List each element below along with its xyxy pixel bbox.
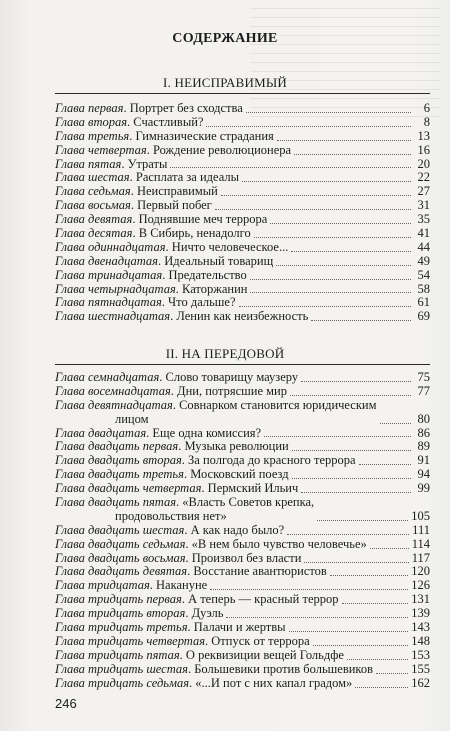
toc-entry [55, 371, 430, 385]
toc-entry [55, 158, 430, 172]
toc-entry [55, 663, 430, 677]
label-separator: . [129, 129, 136, 143]
label-separator: . [127, 115, 134, 129]
page-number: 246 [55, 696, 77, 711]
dot-leader [291, 250, 411, 252]
chapter-label: Глава двадцать пятая [55, 496, 177, 510]
toc-entry [55, 482, 430, 496]
toc-entry-text [55, 116, 203, 130]
section-divider-2 [55, 364, 430, 365]
chapter-label: Глава шестая [55, 171, 130, 185]
toc-entry [55, 440, 430, 454]
chapter-title: Рождение революционера [152, 143, 292, 157]
chapter-label: Глава семнадцатая [55, 371, 160, 384]
dot-leader [250, 278, 411, 280]
chapter-title: Дуэль [191, 607, 224, 621]
toc-entry [55, 566, 430, 580]
page-ref: 114 [411, 537, 430, 551]
label-separator: . [189, 676, 196, 690]
label-separator: . [185, 607, 192, 621]
toc-entry [55, 144, 430, 158]
chapter-label: Глава тридцать шестая [55, 662, 188, 676]
page-ref: 91 [417, 454, 430, 468]
page-ref: 77 [417, 384, 430, 398]
chapter-label: Глава двадцать третья [55, 468, 184, 482]
page-ref: 8 [423, 115, 430, 129]
page-ref: 61 [417, 296, 430, 310]
label-separator: . [179, 648, 186, 662]
toc-entry-text [55, 524, 284, 538]
label-separator: . [159, 371, 166, 384]
dot-leader [215, 208, 411, 210]
toc-entry [55, 677, 430, 691]
chapter-title: Московский поезд [190, 468, 289, 482]
page-ref: 131 [411, 593, 430, 607]
page-ref: 94 [417, 468, 430, 482]
toc-entry-text [55, 566, 327, 580]
toc-entry [55, 255, 430, 269]
page-ref: 126 [411, 579, 430, 593]
dot-leader [292, 449, 411, 451]
chapter-title: Первый побег [137, 199, 212, 213]
dot-leader [246, 111, 411, 113]
chapter-label: Глава тринадцатая [55, 268, 163, 282]
dot-leader [304, 561, 408, 563]
chapter-title: Пермский Ильич [207, 482, 299, 496]
dot-leader [380, 422, 412, 424]
label-separator: . [172, 398, 180, 412]
toc-entry [55, 241, 430, 255]
label-separator: . [201, 482, 208, 496]
chapter-title: «Власть Советов крепка, [182, 496, 315, 510]
toc-entry [55, 427, 430, 441]
chapter-label: Глава двенадцатая [55, 254, 158, 268]
chapter-label: Глава восемнадцатая [55, 384, 171, 398]
chapter-label: Глава двадцать четвертая [55, 482, 202, 496]
dot-leader [170, 166, 411, 168]
chapter-title: Расплата за идеалы [135, 171, 240, 185]
toc-entry-text [55, 454, 356, 468]
chapter-label: Глава тридцать седьмая [55, 676, 190, 690]
toc-entry [55, 649, 430, 663]
chapter-title: Отпуск от террора [211, 634, 310, 648]
toc-list-section-1 [55, 102, 430, 324]
chapter-title: Неисправимый [136, 185, 218, 199]
chapter-label: Глава восьмая [55, 199, 131, 213]
chapter-title: Восстание авантюристов [193, 565, 327, 579]
toc-entry-text [55, 399, 377, 427]
chapter-label: Глава шестнадцатая [55, 310, 171, 324]
chapter-title: Каторжанин [182, 282, 248, 296]
label-separator: . [161, 296, 169, 310]
chapter-title: Ленин как неизбежность [176, 310, 309, 324]
toc-entry [55, 185, 430, 199]
dot-leader [239, 305, 411, 307]
chapter-title: Совнарком становится юридическим [179, 398, 377, 412]
label-separator: . [170, 384, 178, 398]
chapter-title: Что дальше? [168, 296, 236, 310]
page-ref: 148 [411, 634, 430, 648]
page-ref: 80 [417, 411, 430, 426]
toc-entry-text [55, 579, 207, 593]
chapter-title: Еще одна комиссия? [152, 426, 262, 440]
label-separator: . [205, 634, 212, 648]
chapter-label: Глава четвертая [55, 143, 147, 157]
label-separator: . [132, 213, 139, 227]
toc-entry [55, 102, 430, 116]
chapter-title: Музыка революции [184, 440, 289, 454]
label-separator: . [175, 282, 183, 296]
dot-leader [317, 519, 408, 521]
toc-entry [55, 283, 430, 297]
chapter-title: Большевики против большевиков [194, 662, 374, 676]
page-ref: 35 [417, 213, 430, 227]
chapter-title: Счастливый? [133, 115, 204, 129]
toc-entry-text [55, 496, 314, 524]
page-ref: 143 [411, 621, 430, 635]
toc-entry-text [55, 593, 339, 607]
dot-leader [301, 380, 411, 382]
chapter-label: Глава двадцатая [55, 426, 147, 440]
toc-entry [55, 199, 430, 213]
chapter-title: «...И пот с них капал градом» [195, 676, 353, 690]
label-separator: . [121, 157, 128, 171]
toc-list-section-2 [55, 371, 430, 691]
dot-leader [301, 491, 411, 493]
page-ref: 117 [411, 551, 430, 565]
page-ref: 31 [417, 199, 430, 213]
toc-entry [55, 454, 430, 468]
toc-entry-text [55, 213, 267, 227]
toc-entry [55, 552, 430, 566]
toc-entry-text [55, 635, 310, 649]
chapter-title: Поднявшие меч террора [138, 213, 268, 227]
section-divider-1 [55, 93, 430, 94]
toc-entry [55, 524, 430, 538]
toc-entry-text [55, 144, 291, 158]
chapter-title: Ничто человеческое... [171, 240, 289, 254]
toc-entry [55, 116, 430, 130]
toc-entry-text [55, 538, 367, 552]
toc-entry-text [55, 255, 273, 269]
toc-entry-text [55, 269, 247, 283]
toc-entry-text [55, 385, 287, 399]
page-ref: 27 [417, 185, 430, 199]
toc-entry-text [55, 482, 298, 496]
dot-leader [359, 463, 411, 465]
dot-leader [210, 588, 408, 590]
chapter-label: Глава тридцать третья [55, 621, 188, 635]
toc-entry-text [55, 621, 286, 635]
toc-entry [55, 496, 430, 524]
chapter-title: В Сибирь, ненадолго [138, 227, 251, 240]
chapter-title: «В нем было чувство человечье» [191, 537, 367, 551]
label-separator: . [187, 621, 194, 635]
chapter-title: Произвол без власти [191, 551, 302, 565]
page-ref: 155 [411, 662, 430, 676]
dot-leader [242, 180, 411, 182]
page-ref: 99 [417, 482, 430, 496]
dot-leader [292, 477, 411, 479]
label-separator: . [178, 440, 185, 454]
toc-entry [55, 269, 430, 283]
dot-leader [311, 319, 411, 321]
toc-entry-text [55, 649, 344, 663]
page-ref: 22 [417, 171, 430, 185]
toc-entry-text [55, 185, 218, 199]
chapter-title: Идеальный товарищ [164, 254, 274, 268]
page-ref: 41 [417, 227, 430, 240]
toc-entry-text [55, 552, 301, 566]
page-ref: 13 [417, 129, 430, 143]
chapter-title: Гимназические страдания [135, 129, 274, 143]
chapter-label: Глава тридцать четвертая [55, 634, 206, 648]
chapter-label: Глава тридцать вторая [55, 607, 186, 621]
toc-entry-text [55, 283, 247, 297]
chapter-label: Глава первая [55, 102, 124, 115]
chapter-title: А как надо было? [190, 523, 285, 537]
chapter-label: Глава девятнадцатая [55, 398, 173, 412]
toc-entry-text [55, 607, 223, 621]
chapter-label: Глава десятая [55, 227, 133, 240]
label-separator: . [123, 102, 130, 115]
chapter-title: За полгода до красного террора [188, 454, 356, 468]
page-ref: 153 [411, 648, 430, 662]
toc-entry [55, 635, 430, 649]
page-ref: 162 [411, 676, 430, 690]
chapter-label: Глава четырнадцатая [55, 282, 176, 296]
dot-leader [330, 574, 408, 576]
page-ref: 6 [423, 102, 430, 115]
label-separator: . [187, 662, 195, 676]
label-separator: . [170, 310, 177, 324]
chapter-title: О реквизиции вещей Гольдфе [185, 648, 344, 662]
page-ref: 44 [417, 240, 430, 254]
dot-leader [313, 644, 409, 646]
page-ref: 54 [417, 268, 430, 282]
toc-entry [55, 593, 430, 607]
page-ref: 69 [417, 310, 430, 324]
page-ref: 49 [417, 254, 430, 268]
chapter-title: Дни, потрясшие мир [177, 384, 287, 398]
chapter-title: Слово товарищу маузеру [165, 371, 299, 384]
toc-entry-text [55, 102, 243, 116]
chapter-label: Глава одиннадцатая [55, 240, 166, 254]
toc-entry-text [55, 130, 274, 144]
dot-leader [289, 630, 409, 632]
dot-leader [342, 602, 409, 604]
toc-entry [55, 227, 430, 241]
page-ref: 111 [412, 523, 430, 537]
toc-entry-text [55, 296, 236, 310]
dot-leader [290, 394, 411, 396]
toc-entry-text [55, 663, 373, 677]
chapter-title: Предательство [168, 268, 247, 282]
toc-entry [55, 213, 430, 227]
page-ref: 120 [411, 565, 430, 579]
dot-leader [264, 435, 411, 437]
chapter-label: Глава пятая [55, 157, 122, 171]
label-separator: . [181, 593, 189, 607]
toc-entry [55, 310, 430, 324]
toc-entry-text [55, 199, 212, 213]
toc-entry [55, 399, 430, 427]
chapter-label: Глава двадцать девятая [55, 565, 188, 579]
dot-leader [270, 222, 411, 224]
dot-leader [376, 672, 408, 674]
toc-entry [55, 296, 430, 310]
chapter-title-continuation: лицом [115, 411, 149, 426]
dot-leader [347, 658, 408, 660]
label-separator: . [184, 523, 191, 537]
toc-entry [55, 579, 430, 593]
toc-entry [55, 385, 430, 399]
chapter-label: Глава тридцать пятая [55, 648, 180, 662]
section-heading-1: I. НЕИСПРАВИМЫЙ [163, 75, 287, 90]
page-ref: 86 [417, 426, 430, 440]
chapter-title: Палачи и жертвы [193, 621, 286, 635]
dot-leader [206, 125, 411, 127]
chapter-label: Глава двадцать восьмая [55, 551, 186, 565]
toc-entry-text [55, 171, 239, 185]
label-separator: . [149, 579, 157, 593]
toc-entry-text [55, 158, 167, 172]
chapter-title-continuation: продовольствия нет» [115, 508, 227, 523]
chapter-title: А теперь — красный террор [188, 593, 339, 607]
toc-entry-text [55, 677, 352, 691]
dot-leader [226, 616, 408, 618]
label-separator: . [185, 537, 192, 551]
toc-entry [55, 171, 430, 185]
page-ref: 75 [417, 371, 430, 384]
dot-leader [250, 291, 411, 293]
dot-leader [370, 547, 409, 549]
toc-entry-text [55, 427, 261, 441]
page-ref: 89 [417, 440, 430, 454]
toc-entry [55, 621, 430, 635]
dot-leader [355, 686, 408, 688]
contents-title: СОДЕРЖАНИЕ [172, 31, 278, 46]
label-separator: . [165, 240, 172, 254]
chapter-label: Глава третья [55, 129, 130, 143]
toc-entry-text [55, 468, 289, 482]
dot-leader [294, 153, 411, 155]
label-separator: . [146, 143, 153, 157]
chapter-label: Глава девятая [55, 213, 133, 227]
chapter-label: Глава двадцать первая [55, 440, 179, 454]
chapter-label: Глава пятнадцатая [55, 296, 162, 310]
dot-leader [287, 533, 409, 535]
label-separator: . [162, 268, 169, 282]
label-separator: . [130, 199, 138, 213]
label-separator: . [157, 254, 165, 268]
chapter-title: Портрет без сходства [129, 102, 243, 115]
label-separator: . [146, 426, 153, 440]
chapter-label: Глава двадцать седьмая [55, 537, 186, 551]
label-separator: . [185, 551, 192, 565]
toc-entry-text [55, 241, 288, 255]
section-heading-2: II. НА ПЕРЕДОВОЙ [165, 346, 285, 361]
dot-leader [276, 264, 411, 266]
dot-leader [254, 236, 411, 238]
dot-leader [221, 194, 411, 196]
page-ref: 16 [417, 143, 430, 157]
label-separator: . [130, 185, 137, 199]
toc-entry-text [55, 371, 298, 385]
chapter-label: Глава вторая [55, 115, 128, 129]
toc-entry [55, 607, 430, 621]
label-separator: . [132, 227, 139, 240]
chapter-label: Глава двадцать шестая [55, 523, 185, 537]
label-separator: . [181, 454, 189, 468]
label-separator: . [187, 565, 194, 579]
label-separator: . [129, 171, 136, 185]
chapter-title: Накануне [156, 579, 208, 593]
page-ref: 20 [417, 157, 430, 171]
page-ref: 58 [417, 282, 430, 296]
toc-entry-text [55, 227, 251, 241]
chapter-label: Глава седьмая [55, 185, 131, 199]
page-ref: 139 [411, 607, 430, 621]
page-ref: 105 [411, 508, 430, 523]
chapter-label: Глава тридцать первая [55, 593, 182, 607]
chapter-title: Утраты [127, 157, 168, 171]
toc-entry [55, 130, 430, 144]
dot-leader [277, 139, 411, 141]
toc-entry [55, 468, 430, 482]
chapter-label: Глава двадцать вторая [55, 454, 182, 468]
label-separator: . [183, 468, 191, 482]
toc-entry [55, 538, 430, 552]
toc-entry-text [55, 310, 308, 324]
chapter-label: Глава тридцатая [55, 579, 150, 593]
toc-entry-text [55, 440, 289, 454]
label-separator: . [176, 496, 183, 510]
